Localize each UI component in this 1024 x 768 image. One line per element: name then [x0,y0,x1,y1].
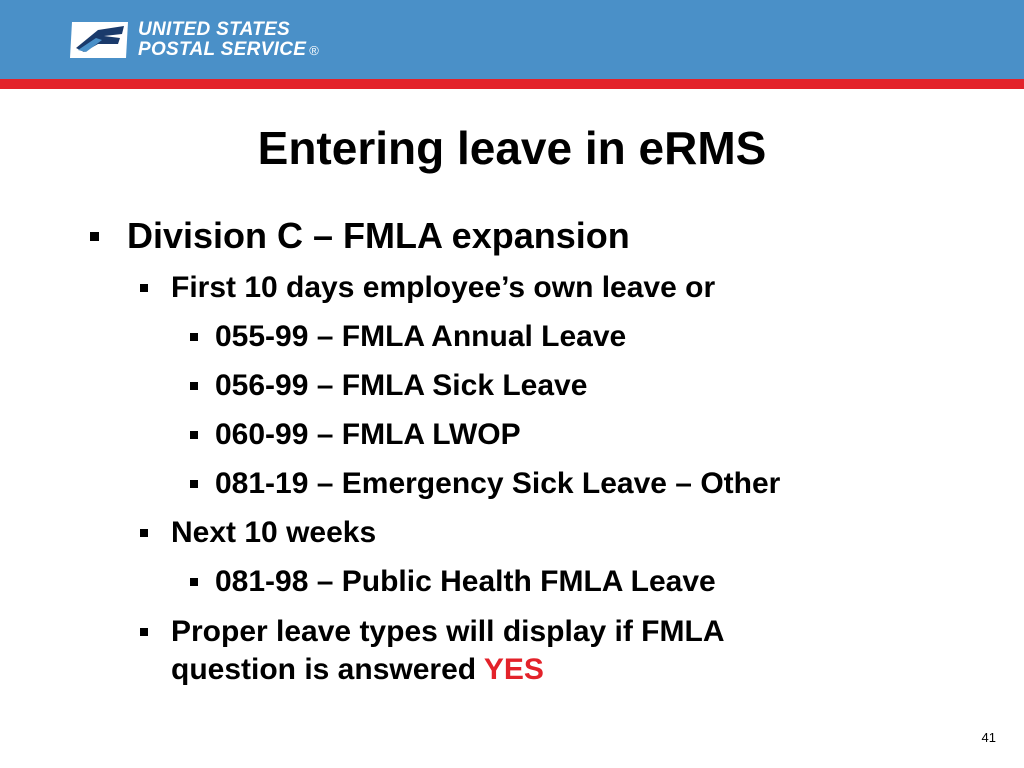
bullet-text: First 10 days employee’s own leave or [171,271,716,304]
bullet-code-056-99 [190,367,587,405]
bullet-proper-leave-types [140,613,725,689]
square-bullet-icon [190,333,198,341]
registered-mark: ® [309,42,320,58]
bullet-text: 081-98 – Public Health FMLA Leave [215,565,716,598]
bullet-text-line-2: question is answered [171,653,484,686]
square-bullet-icon [140,628,148,636]
header-red-stripe [0,79,1024,89]
bullet-code-081-19 [190,465,780,503]
logo-line-1: UNITED STATES [138,18,291,40]
yes-highlight: YES [483,653,544,686]
bullet-code-055-99 [190,318,626,356]
logo-line-2-text: POSTAL SERVICE [138,38,307,60]
square-bullet-icon [190,431,198,439]
page-number: 41 [981,730,996,745]
bullet-text: 081-19 – Emergency Sick Leave – Other [215,467,781,500]
square-bullet-icon [190,382,198,390]
logo-line-2 [138,40,319,61]
bullet-text [171,613,725,689]
bullet-text: 056-99 – FMLA Sick Leave [215,369,588,402]
square-bullet-icon [140,284,148,292]
bullet-code-081-98 [190,563,716,601]
bullet-text: Next 10 weeks [171,516,377,549]
square-bullet-icon [140,529,148,537]
eagle-icon [68,18,132,62]
square-bullet-icon [90,232,99,241]
bullet-first-10-days [140,269,715,307]
bullet-text: Division C – FMLA expansion [127,215,630,256]
bullet-text: 055-99 – FMLA Annual Leave [215,320,627,353]
bullet-text-line-1: Proper leave types will display if FMLA [171,615,725,648]
bullet-division-c [90,214,630,258]
square-bullet-icon [190,480,198,488]
square-bullet-icon [190,578,198,586]
bullet-next-10-weeks [140,514,376,552]
bullet-code-060-99 [190,416,521,454]
slide-title: Entering leave in eRMS [257,122,767,174]
logo-wordmark [138,20,319,61]
usps-logo [68,18,319,62]
bullet-text: 060-99 – FMLA LWOP [215,418,521,451]
